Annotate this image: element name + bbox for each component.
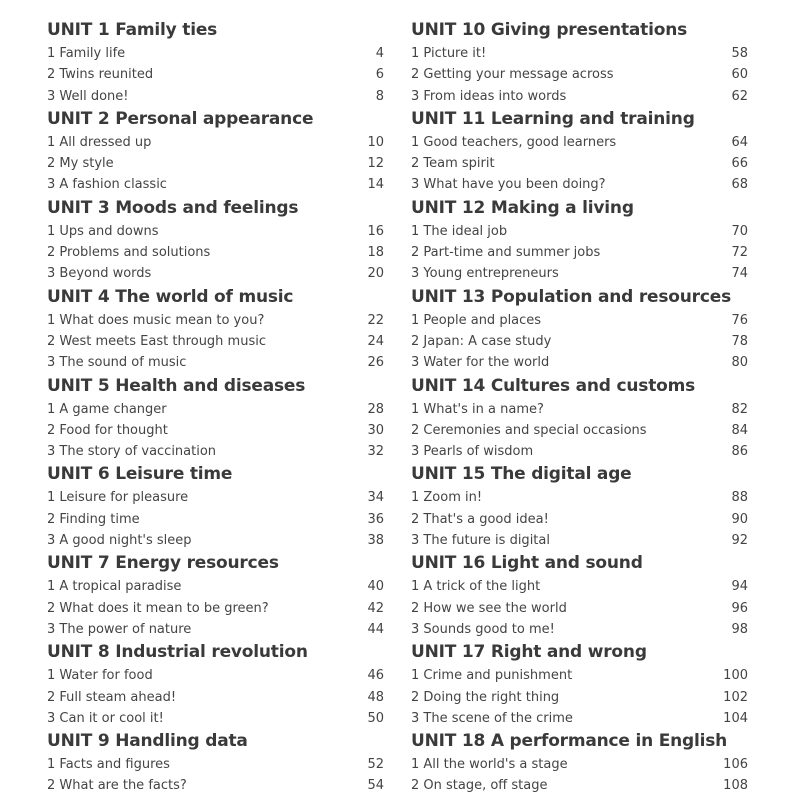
lesson-label: 2 What are the facts? (47, 778, 187, 794)
lesson-label: 1 Crime and punishment (411, 668, 573, 684)
toc-column-left (47, 18, 384, 797)
lesson-label: 3 The story of vaccination (47, 444, 217, 460)
lesson-label: 3 The power of nature (47, 621, 192, 637)
lesson-row[interactable] (411, 43, 748, 64)
lesson-label: 2 That's a good idea! (411, 511, 549, 527)
unit-title: UNIT 7 Energy resources (47, 553, 279, 574)
unit-title: UNIT 8 Industrial revolution (47, 642, 308, 663)
lesson-row[interactable] (47, 509, 384, 530)
lesson-row[interactable] (411, 153, 748, 174)
unit-section (411, 18, 748, 107)
lesson-page-number: 92 (731, 533, 748, 549)
lesson-row[interactable] (411, 221, 748, 242)
lesson-row[interactable] (411, 665, 748, 686)
lesson-label: 3 Pearls of wisdom (411, 444, 534, 460)
unit-section (411, 551, 748, 640)
lesson-label: 1 Picture it! (411, 46, 487, 61)
lesson-page-number: 70 (731, 223, 748, 239)
lesson-label: 2 Finding time (47, 511, 140, 527)
lesson-page-number: 80 (731, 355, 748, 371)
lesson-row[interactable] (411, 399, 748, 420)
unit-title: UNIT 11 Learning and training (411, 108, 695, 129)
lesson-page-number: 104 (723, 710, 748, 726)
lesson-label: 2 On stage, off stage (411, 778, 548, 794)
unit-section (411, 462, 748, 551)
lesson-page-number: 38 (367, 533, 384, 549)
lesson-page-number: 84 (731, 422, 748, 438)
unit-title: UNIT 5 Health and diseases (47, 375, 306, 396)
lesson-row[interactable] (411, 64, 748, 85)
lesson-label: 2 How we see the world (411, 600, 567, 616)
lesson-row[interactable] (47, 64, 384, 85)
lesson-page-number: 18 (367, 245, 384, 261)
lesson-page-number: 32 (367, 444, 384, 460)
lesson-label: 2 Getting your message across (411, 67, 614, 83)
lesson-label: 2 Part-time and summer jobs (411, 245, 601, 261)
lesson-page-number: 64 (731, 134, 748, 150)
unit-section (411, 107, 748, 196)
lesson-page-number: 82 (731, 401, 748, 417)
lesson-page-number: 20 (367, 266, 384, 282)
lesson-page-number: 10 (367, 134, 384, 150)
lesson-label: 2 What does it mean to be green? (47, 600, 269, 616)
lesson-page-number: 100 (723, 668, 748, 684)
lesson-row[interactable] (411, 619, 748, 640)
lesson-label: 2 Problems and solutions (47, 245, 211, 261)
lesson-label: 2 Japan: A case study (411, 333, 552, 349)
lesson-page-number: 8 (375, 88, 384, 104)
unit-section (47, 729, 384, 797)
lesson-label: 3 From ideas into words (411, 88, 567, 104)
lesson-label: 1 What's in a name? (411, 401, 544, 417)
unit-title: UNIT 15 The digital age (411, 464, 632, 485)
lesson-page-number: 74 (731, 266, 748, 282)
unit-section (47, 18, 384, 107)
lesson-page-number: 52 (367, 757, 384, 773)
unit-title: UNIT 14 Cultures and customs (411, 375, 696, 396)
lesson-row[interactable] (47, 221, 384, 242)
lesson-page-number: 24 (367, 333, 384, 349)
lesson-row[interactable] (47, 619, 384, 640)
lesson-page-number: 22 (367, 312, 384, 328)
lesson-page-number: 50 (367, 710, 384, 726)
lesson-row[interactable] (47, 530, 384, 551)
lesson-label: 3 Beyond words (47, 266, 152, 282)
unit-section (47, 196, 384, 285)
lesson-page-number: 4 (375, 46, 384, 61)
lesson-page-number: 78 (731, 333, 748, 349)
lesson-page-number: 66 (731, 156, 748, 172)
unit-title: UNIT 17 Right and wrong (411, 642, 647, 663)
lesson-row[interactable] (411, 263, 748, 284)
unit-section (47, 551, 384, 640)
unit-section (47, 462, 384, 551)
lesson-row[interactable] (411, 509, 748, 530)
lesson-label: 3 A fashion classic (47, 177, 167, 193)
unit-section (47, 374, 384, 463)
lesson-row[interactable] (47, 665, 384, 686)
lesson-row[interactable] (47, 242, 384, 263)
lesson-label: 1 A tropical paradise (47, 579, 182, 595)
lesson-row[interactable] (411, 576, 748, 597)
lesson-row[interactable] (411, 310, 748, 331)
lesson-page-number: 58 (731, 46, 748, 61)
unit-title: UNIT 4 The world of music (47, 286, 294, 307)
lesson-label: 1 Family life (47, 46, 126, 61)
lesson-label: 2 West meets East through music (47, 333, 266, 349)
lesson-label: 2 Ceremonies and special occasions (411, 422, 647, 438)
lesson-page-number: 34 (367, 490, 384, 506)
lesson-label: 2 Doing the right thing (411, 689, 560, 705)
lesson-row[interactable] (47, 263, 384, 284)
lesson-page-number: 6 (375, 67, 384, 83)
lesson-page-number: 98 (731, 621, 748, 637)
lesson-label: 2 Team spirit (411, 156, 495, 172)
unit-section (47, 640, 384, 729)
lesson-row[interactable] (47, 487, 384, 508)
lesson-label: 1 All dressed up (47, 134, 152, 150)
unit-section (47, 107, 384, 196)
lesson-label: 1 Ups and downs (47, 223, 159, 239)
lesson-page-number: 108 (723, 778, 748, 794)
lesson-label: 1 People and places (411, 312, 542, 328)
lesson-label: 1 What does music mean to you? (47, 312, 265, 328)
lesson-page-number: 26 (367, 355, 384, 371)
lesson-label: 1 Facts and figures (47, 757, 170, 773)
lesson-row[interactable] (411, 530, 748, 551)
lesson-label: 1 A game changer (47, 401, 167, 417)
lesson-page-number: 54 (367, 778, 384, 794)
lesson-row[interactable] (47, 441, 384, 462)
lesson-label: 3 Sounds good to me! (411, 621, 555, 637)
lesson-label: 2 Twins reunited (47, 67, 154, 83)
lesson-row[interactable] (47, 174, 384, 195)
lesson-label: 1 Zoom in! (411, 490, 483, 506)
lesson-page-number: 102 (723, 689, 748, 705)
unit-title: UNIT 12 Making a living (411, 197, 634, 218)
unit-section (411, 285, 748, 374)
unit-section (47, 285, 384, 374)
unit-title: UNIT 3 Moods and feelings (47, 197, 299, 218)
lesson-row[interactable] (47, 576, 384, 597)
lesson-row[interactable] (47, 86, 384, 107)
lesson-label: 3 Can it or cool it! (47, 710, 164, 726)
lesson-label: 3 What have you been doing? (411, 177, 606, 193)
lesson-row[interactable] (47, 399, 384, 420)
lesson-row[interactable] (47, 598, 384, 619)
lesson-page-number: 72 (731, 245, 748, 261)
lesson-row[interactable] (47, 331, 384, 352)
unit-title: UNIT 10 Giving presentations (411, 20, 688, 40)
lesson-row[interactable] (411, 441, 748, 462)
unit-section (411, 196, 748, 285)
unit-title: UNIT 16 Light and sound (411, 553, 643, 574)
lesson-label: 3 The sound of music (47, 355, 187, 371)
lesson-page-number: 106 (723, 757, 748, 773)
lesson-row[interactable] (47, 43, 384, 64)
lesson-page-number: 14 (367, 177, 384, 193)
unit-title: UNIT 13 Population and resources (411, 286, 731, 307)
lesson-row[interactable] (411, 174, 748, 195)
unit-title: UNIT 18 A performance in English (411, 731, 728, 752)
lesson-label: 2 Food for thought (47, 422, 168, 438)
lesson-page-number: 28 (367, 401, 384, 417)
lesson-page-number: 46 (367, 668, 384, 684)
lesson-page-number: 36 (367, 511, 384, 527)
lesson-row[interactable] (411, 352, 748, 373)
lesson-page-number: 16 (367, 223, 384, 239)
lesson-page-number: 94 (731, 579, 748, 595)
lesson-page-number: 60 (731, 67, 748, 83)
lesson-page-number: 30 (367, 422, 384, 438)
lesson-row[interactable] (411, 687, 748, 708)
lesson-row[interactable] (47, 420, 384, 441)
lesson-row[interactable] (411, 86, 748, 107)
lesson-label: 3 The scene of the crime (411, 710, 573, 726)
lesson-page-number: 44 (367, 621, 384, 637)
lesson-label: 1 A trick of the light (411, 579, 541, 595)
lesson-label: 1 Leisure for pleasure (47, 490, 189, 506)
unit-section (411, 729, 748, 797)
lesson-row[interactable] (411, 242, 748, 263)
lesson-page-number: 96 (731, 600, 748, 616)
lesson-row[interactable] (47, 310, 384, 331)
lesson-label: 1 Water for food (47, 668, 153, 684)
lesson-page-number: 86 (731, 444, 748, 460)
lesson-page-number: 76 (731, 312, 748, 328)
lesson-label: 3 Water for the world (411, 355, 550, 371)
lesson-row[interactable] (411, 775, 748, 796)
lesson-page-number: 62 (731, 88, 748, 104)
lesson-row[interactable] (411, 420, 748, 441)
lesson-row[interactable] (47, 708, 384, 729)
unit-title: UNIT 1 Family ties (47, 20, 218, 40)
lesson-label: 2 Full steam ahead! (47, 689, 177, 705)
lesson-label: 1 The ideal job (411, 223, 508, 239)
lesson-label: 3 The future is digital (411, 533, 550, 549)
lesson-row[interactable] (411, 487, 748, 508)
lesson-row[interactable] (411, 598, 748, 619)
lesson-page-number: 12 (367, 156, 384, 172)
lesson-row[interactable] (411, 708, 748, 729)
lesson-page-number: 42 (367, 600, 384, 616)
lesson-label: 1 All the world's a stage (411, 757, 568, 773)
lesson-page-number: 88 (731, 490, 748, 506)
lesson-label: 1 Good teachers, good learners (411, 134, 617, 150)
lesson-row[interactable] (47, 352, 384, 373)
toc-column-right (411, 18, 748, 797)
lesson-row[interactable] (47, 775, 384, 796)
lesson-row[interactable] (47, 132, 384, 153)
unit-title: UNIT 9 Handling data (47, 731, 248, 752)
lesson-page-number: 68 (731, 177, 748, 193)
lesson-row[interactable] (411, 132, 748, 153)
lesson-row[interactable] (411, 331, 748, 352)
lesson-label: 3 A good night's sleep (47, 533, 192, 549)
lesson-row[interactable] (47, 687, 384, 708)
lesson-page-number: 40 (367, 579, 384, 595)
lesson-label: 3 Young entrepreneurs (411, 266, 559, 282)
lesson-page-number: 90 (731, 511, 748, 527)
unit-section (411, 640, 748, 729)
unit-section (411, 374, 748, 463)
unit-title: UNIT 2 Personal appearance (47, 108, 314, 129)
lesson-row[interactable] (47, 153, 384, 174)
lesson-row[interactable] (411, 754, 748, 775)
unit-title: UNIT 6 Leisure time (47, 464, 233, 485)
lesson-row[interactable] (47, 754, 384, 775)
lesson-page-number: 48 (367, 689, 384, 705)
lesson-label: 2 My style (47, 156, 114, 172)
lesson-label: 3 Well done! (47, 88, 129, 104)
